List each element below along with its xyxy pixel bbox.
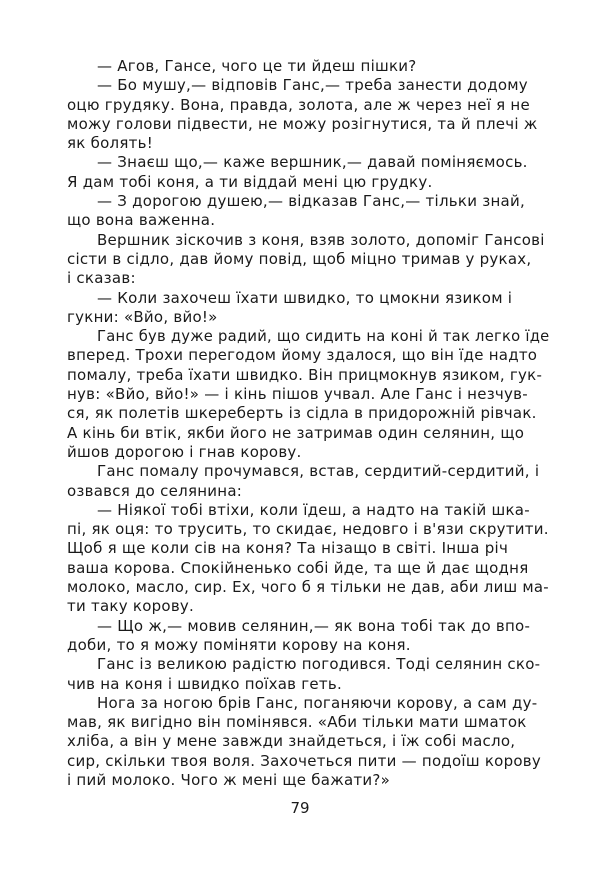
text-line: і пий молоко. Чого ж мені ще бажати?»: [67, 771, 391, 789]
text-line: Нога за ногою брів Ганс, поганяючи корову, а сам ду-: [97, 694, 538, 712]
text-line: можу голови підвести, не можу розігнутися, та й плечі ж: [67, 115, 538, 133]
text-line: чив на коня і швидко поїхав геть.: [67, 675, 342, 693]
text-line: оцю грудяку. Вона, правда, золота, але ж через неї я не: [67, 96, 530, 114]
text-line: ти таку корову.: [67, 597, 195, 615]
text-line: — З дорогою душею,— відказав Ганс,— тільки знай,: [97, 192, 525, 210]
text-line: Ганс із великою радістю погодився. Тоді селянин ско-: [97, 655, 541, 673]
text-line: пі, як оця: то трусить, то скидає, недовго і в'язи скрутити.: [67, 520, 549, 538]
text-line: хліба, а він у мене завжди знайдеться, і їж собі масло,: [67, 732, 516, 750]
text-line: озвався до селянина:: [67, 482, 243, 500]
text-line: Щоб я ще коли сів на коня? Та нізащо в світі. Інша річ: [67, 539, 509, 557]
text-line: гукни: «Вйо, вйо!»: [67, 308, 218, 326]
text-line: — Бо мушу,— відповів Ганс,— треба занести додому: [97, 76, 528, 94]
text-line: молоко, масло, сир. Ех, чого б я тільки не дав, аби лиш ма-: [67, 578, 549, 596]
text-line: як болять!: [67, 134, 153, 152]
text-line: — Коли захочеш їхати швидко, то цмокни язиком і: [97, 289, 513, 307]
text-line: А кінь би втік, якби його не затримав один селянин, що: [67, 424, 525, 442]
text-line: помалу, треба їхати швидко. Він прицмокнув язиком, гук-: [67, 366, 543, 384]
text-line: — Агов, Гансе, чого це ти йдеш пішки?: [97, 57, 417, 75]
text-line: мав, як вигідно він помінявся. «Аби тільки мати шматок: [67, 713, 527, 731]
text-line: Ганс помалу прочумався, встав, сердитий-сердитий, і: [97, 462, 540, 480]
text-line: — Знаєш що,— каже вершник,— давай поміняємось.: [97, 153, 528, 171]
text-line: йшов дорогою і гнав корову.: [67, 443, 302, 461]
text-line: що вона важенна.: [67, 211, 216, 229]
text-line: нув: «Вйо, вйо!» — і кінь пішов учвал. Але Ганс і незчув-: [67, 385, 528, 403]
text-line: ся, як полетів шкереберть із сідла в придорожній рівчак.: [67, 404, 537, 422]
text-line: доби, то я можу поміняти корову на коня.: [67, 636, 411, 654]
page-number: 79: [290, 799, 310, 817]
text-line: Вершник зіскочив з коня, взяв золото, допоміг Гансові: [97, 231, 545, 249]
text-line: і сказав:: [67, 269, 136, 287]
text-line: — Що ж,— мовив селянин,— як вона тобі так до впо-: [97, 617, 531, 635]
text-line: сир, скільки твоя воля. Захочеться пити — подоїш корову: [67, 752, 541, 770]
text-line: — Ніякої тобі втіхи, коли їдеш, а надто на такій шка-: [97, 501, 530, 519]
text-line: вперед. Трохи перегодом йому здалося, що він їде надто: [67, 346, 538, 364]
text-line: ваша корова. Спокійненько собі йде, та ще й дає щодня: [67, 559, 529, 577]
text-line: сісти в сідло, дав йому повід, щоб міцно тримав у руках,: [67, 250, 532, 268]
text-line: Я дам тобі коня, а ти віддай мені цю грудку.: [67, 173, 433, 191]
text-line: Ганс був дуже радий, що сидить на коні й так легко їде: [97, 327, 550, 345]
